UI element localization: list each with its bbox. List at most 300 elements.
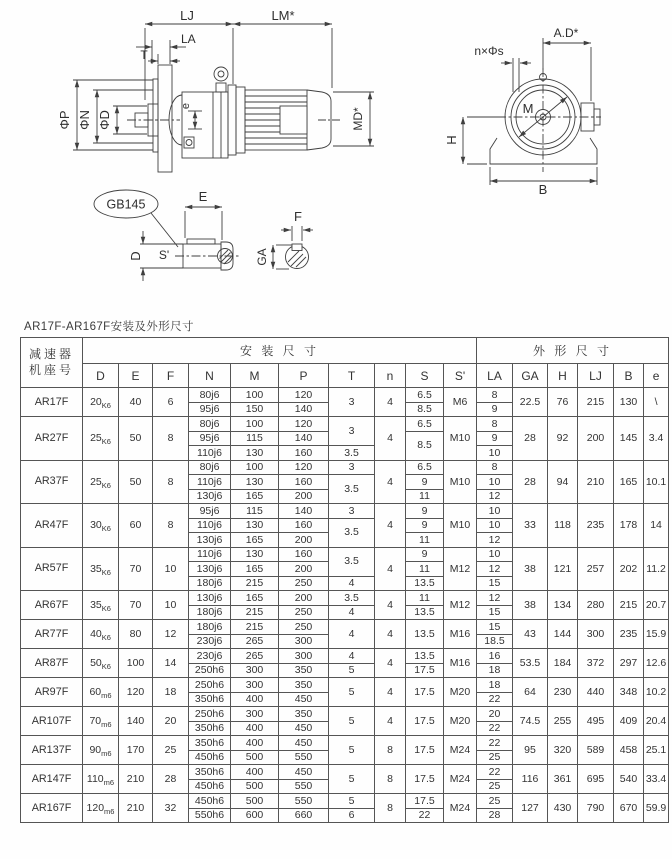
col-header-15: e — [644, 364, 669, 388]
column-header-row — [21, 364, 669, 388]
cell-m: 115 — [231, 504, 279, 519]
cell-n-fit: 250h6 — [189, 707, 231, 722]
cell-n-fit: 450h6 — [189, 794, 231, 809]
col-header-2: F — [153, 364, 189, 388]
cell-d: $120_{m6}$ — [83, 794, 119, 823]
cell-t: 5 — [329, 707, 375, 736]
cell-t: 3 — [329, 417, 375, 446]
cell-h: 255 — [548, 707, 578, 736]
cell-la: 10 — [477, 504, 513, 519]
cell-n-fit: 180j6 — [189, 620, 231, 635]
cell-e: 170 — [119, 736, 153, 765]
cell-d: $110_{m6}$ — [83, 765, 119, 794]
cell-n: 4 — [375, 649, 406, 678]
group-header-row — [21, 338, 669, 364]
cell-f: 25 — [153, 736, 189, 765]
dim-label-f: F — [294, 209, 302, 224]
col-header-1: E — [119, 364, 153, 388]
cell-n-fit: 130j6 — [189, 533, 231, 548]
cell-s: 11 — [406, 562, 444, 577]
cell-f: 14 — [153, 649, 189, 678]
cell-la: 12 — [477, 562, 513, 577]
cell-ga: 28 — [513, 460, 548, 504]
dim-label-e-offset: e — [180, 102, 192, 110]
cell-b: 670 — [614, 794, 644, 823]
cell-s-prime: M12 — [444, 547, 477, 591]
cell-model: AR147F — [21, 765, 83, 794]
cell-ga: 95 — [513, 736, 548, 765]
cell-m: 400 — [231, 765, 279, 780]
cell-f: 6 — [153, 388, 189, 417]
cell-t: 3.5 — [329, 446, 375, 461]
cell-model: AR57F — [21, 547, 83, 591]
cell-s-prime: M10 — [444, 417, 477, 461]
cell-h: 94 — [548, 460, 578, 504]
cell-p: 550 — [279, 750, 329, 765]
cell-t: 6 — [329, 808, 375, 823]
cell-e: 100 — [119, 649, 153, 678]
table-row — [21, 794, 669, 809]
cell-h: 76 — [548, 388, 578, 417]
technical-drawings — [0, 0, 672, 315]
cell-b: 215 — [614, 591, 644, 620]
cell-n: 4 — [375, 678, 406, 707]
col-header-3: N — [189, 364, 231, 388]
cell-m: 500 — [231, 779, 279, 794]
cell-p: 250 — [279, 576, 329, 591]
cell-ga: 116 — [513, 765, 548, 794]
cell-s: 13.5 — [406, 649, 444, 664]
cell-la: 16 — [477, 649, 513, 664]
cell-m: 265 — [231, 634, 279, 649]
cell-model: AR37F — [21, 460, 83, 504]
cell-s-prime: M24 — [444, 736, 477, 765]
cell-d: $20_{K6}$ — [83, 388, 119, 417]
cell-n: 4 — [375, 504, 406, 548]
cell-m: 130 — [231, 475, 279, 490]
cell-la: 12 — [477, 489, 513, 504]
cell-lj: 235 — [578, 504, 614, 548]
cell-p: 660 — [279, 808, 329, 823]
cell-h: 320 — [548, 736, 578, 765]
cell-e: 50 — [119, 417, 153, 461]
group-header-outline: 外 形 尺 寸 — [477, 338, 669, 364]
cell-n: 4 — [375, 707, 406, 736]
cell-m: 400 — [231, 721, 279, 736]
cell-f: 8 — [153, 417, 189, 461]
cell-n-fit: 130j6 — [189, 489, 231, 504]
cell-n: 4 — [375, 460, 406, 504]
cell-la: 18.5 — [477, 634, 513, 649]
cell-e-outline: 25.1 — [644, 736, 669, 765]
cell-s: 17.5 — [406, 794, 444, 809]
col-header-13: LJ — [578, 364, 614, 388]
cell-p: 450 — [279, 765, 329, 780]
dim-label-t: T — [140, 48, 148, 62]
cell-m: 215 — [231, 605, 279, 620]
cell-la: 22 — [477, 721, 513, 736]
cell-p: 160 — [279, 518, 329, 533]
cell-t: 3 — [329, 460, 375, 475]
cell-p: 160 — [279, 475, 329, 490]
cell-d: $40_{K6}$ — [83, 620, 119, 649]
cell-s: 22 — [406, 808, 444, 823]
cell-n-fit: 350h6 — [189, 721, 231, 736]
cell-b: 297 — [614, 649, 644, 678]
cell-la: 9 — [477, 431, 513, 446]
cell-p: 550 — [279, 794, 329, 809]
cell-la: 25 — [477, 794, 513, 809]
cell-lj: 440 — [578, 678, 614, 707]
cell-p: 250 — [279, 620, 329, 635]
cell-e-outline: 10.2 — [644, 678, 669, 707]
cell-lj: 257 — [578, 547, 614, 591]
cell-n-fit: 95j6 — [189, 504, 231, 519]
cell-ga: 38 — [513, 547, 548, 591]
cell-m: 130 — [231, 547, 279, 562]
cell-e-outline: 59.9 — [644, 794, 669, 823]
cell-e-outline: 10.1 — [644, 460, 669, 504]
cell-la: 28 — [477, 808, 513, 823]
cell-t: 4 — [329, 620, 375, 649]
cell-lj: 695 — [578, 765, 614, 794]
cell-f: 28 — [153, 765, 189, 794]
cell-m: 100 — [231, 460, 279, 475]
dim-label-ad: A.D* — [553, 26, 579, 40]
cell-m: 500 — [231, 794, 279, 809]
cell-s-prime: M16 — [444, 649, 477, 678]
cell-d: $90_{m6}$ — [83, 736, 119, 765]
cell-la: 10 — [477, 446, 513, 461]
cell-ga: 127 — [513, 794, 548, 823]
cell-lj: 790 — [578, 794, 614, 823]
cell-p: 140 — [279, 431, 329, 446]
cell-s: 8.5 — [406, 431, 444, 460]
table-row — [21, 620, 669, 635]
dim-label-phi-p: ΦP — [57, 110, 72, 130]
table-row — [21, 736, 669, 751]
cell-n: 8 — [375, 794, 406, 823]
cell-d: $30_{K6}$ — [83, 504, 119, 548]
cell-d: $50_{K6}$ — [83, 649, 119, 678]
cell-m: 100 — [231, 388, 279, 403]
cell-n: 8 — [375, 765, 406, 794]
cell-m: 130 — [231, 446, 279, 461]
cell-e: 50 — [119, 460, 153, 504]
cell-b: 130 — [614, 388, 644, 417]
cell-n: 4 — [375, 591, 406, 620]
cell-h: 430 — [548, 794, 578, 823]
cell-n-fit: 80j6 — [189, 460, 231, 475]
cell-model: AR77F — [21, 620, 83, 649]
cell-p: 350 — [279, 678, 329, 693]
cell-t: 4 — [329, 649, 375, 664]
cell-la: 9 — [477, 402, 513, 417]
cell-s: 9 — [406, 504, 444, 519]
cell-e-outline: 11.2 — [644, 547, 669, 591]
cell-model: AR137F — [21, 736, 83, 765]
table-row — [21, 388, 669, 403]
cell-n-fit: 350h6 — [189, 736, 231, 751]
table-body — [21, 388, 669, 823]
cell-s-prime: M20 — [444, 707, 477, 736]
cell-e: 120 — [119, 678, 153, 707]
cell-ga: 43 — [513, 620, 548, 649]
corner-line2: 机座号 — [28, 362, 74, 377]
cell-h: 361 — [548, 765, 578, 794]
cell-m: 500 — [231, 750, 279, 765]
table-row — [21, 649, 669, 664]
col-header-14: B — [614, 364, 644, 388]
cell-model: AR97F — [21, 678, 83, 707]
cell-ga: 64 — [513, 678, 548, 707]
cell-e-outline: 12.6 — [644, 649, 669, 678]
cell-e: 140 — [119, 707, 153, 736]
cell-m: 300 — [231, 678, 279, 693]
col-header-5: P — [279, 364, 329, 388]
cell-e-outline: \ — [644, 388, 669, 417]
cell-t: 3 — [329, 388, 375, 417]
base-outline — [490, 138, 597, 164]
cell-m: 300 — [231, 707, 279, 722]
cell-n-fit: 95j6 — [189, 431, 231, 446]
cell-d: $25_{K6}$ — [83, 417, 119, 461]
col-header-10: LA — [477, 364, 513, 388]
cell-la: 15 — [477, 576, 513, 591]
table-row — [21, 460, 669, 475]
table-row — [21, 591, 669, 606]
cell-p: 120 — [279, 417, 329, 432]
col-header-12: H — [548, 364, 578, 388]
cell-la: 10 — [477, 547, 513, 562]
cell-m: 400 — [231, 736, 279, 751]
dim-label-shaft-d: D — [128, 251, 143, 261]
cell-p: 120 — [279, 460, 329, 475]
cell-n-fit: 80j6 — [189, 388, 231, 403]
cell-s-prime: M16 — [444, 620, 477, 649]
cell-s-prime: M10 — [444, 504, 477, 548]
gb145-callout-label: GB145 — [106, 197, 146, 212]
cell-p: 550 — [279, 779, 329, 794]
cell-f: 10 — [153, 547, 189, 591]
cell-t: 5 — [329, 736, 375, 765]
cell-la: 10 — [477, 518, 513, 533]
cell-s: 6.5 — [406, 388, 444, 403]
col-header-9: S' — [444, 364, 477, 388]
dim-label-lj: LJ — [180, 8, 194, 23]
group-header-install: 安 装 尺 寸 — [83, 338, 477, 364]
cell-s: 17.5 — [406, 678, 444, 707]
cell-f: 18 — [153, 678, 189, 707]
cell-s: 17.5 — [406, 736, 444, 765]
corner-header — [21, 338, 83, 388]
col-header-6: T — [329, 364, 375, 388]
cell-s: 17.5 — [406, 663, 444, 678]
cell-m: 150 — [231, 402, 279, 417]
cell-m: 100 — [231, 417, 279, 432]
cell-lj: 200 — [578, 417, 614, 461]
cell-s: 9 — [406, 518, 444, 533]
cell-p: 350 — [279, 707, 329, 722]
cell-model: AR107F — [21, 707, 83, 736]
dim-label-la: LA — [181, 32, 196, 46]
cell-n-fit: 350h6 — [189, 765, 231, 780]
dim-label-n-phi-s: n×Φs — [474, 44, 504, 58]
cell-s: 9 — [406, 475, 444, 490]
cell-t: 5 — [329, 678, 375, 707]
cell-model: AR17F — [21, 388, 83, 417]
col-header-7: n — [375, 364, 406, 388]
cell-s: 8.5 — [406, 402, 444, 417]
cell-lj: 280 — [578, 591, 614, 620]
cell-f: 10 — [153, 591, 189, 620]
table-row — [21, 765, 669, 780]
cell-h: 230 — [548, 678, 578, 707]
cell-n: 4 — [375, 417, 406, 461]
cell-b: 458 — [614, 736, 644, 765]
cell-s: 11 — [406, 591, 444, 606]
cell-la: 8 — [477, 388, 513, 403]
cell-t: 3.5 — [329, 475, 375, 504]
cell-e: 60 — [119, 504, 153, 548]
cell-e: 210 — [119, 765, 153, 794]
dimensions-table — [20, 337, 669, 823]
cell-n-fit: 130j6 — [189, 562, 231, 577]
cell-f: 32 — [153, 794, 189, 823]
cell-s-prime: M10 — [444, 460, 477, 504]
cell-p: 140 — [279, 504, 329, 519]
cell-n-fit: 250h6 — [189, 663, 231, 678]
cell-la: 20 — [477, 707, 513, 722]
cell-t: 5 — [329, 794, 375, 809]
cell-s: 17.5 — [406, 765, 444, 794]
cell-t: 4 — [329, 576, 375, 591]
cell-h: 118 — [548, 504, 578, 548]
cell-s: 17.5 — [406, 707, 444, 736]
dim-label-m: M — [522, 101, 534, 116]
cell-e: 40 — [119, 388, 153, 417]
cell-t: 3 — [329, 504, 375, 519]
side-view-drawing — [73, 24, 374, 172]
cell-la: 15 — [477, 605, 513, 620]
cell-la: 22 — [477, 765, 513, 780]
cell-s: 11 — [406, 489, 444, 504]
cell-s: 9 — [406, 547, 444, 562]
cell-n-fit: 110j6 — [189, 446, 231, 461]
dim-label-h: H — [444, 135, 459, 145]
cell-la: 12 — [477, 533, 513, 548]
cell-p: 160 — [279, 446, 329, 461]
cell-n: 4 — [375, 388, 406, 417]
cell-s-prime: M20 — [444, 678, 477, 707]
cell-d: $35_{K6}$ — [83, 547, 119, 591]
cell-s: 13.5 — [406, 620, 444, 649]
page-title: AR17F-AR167F安装及外形尺寸 — [24, 321, 194, 333]
cell-p: 450 — [279, 692, 329, 707]
cell-la: 22 — [477, 736, 513, 751]
cell-m: 165 — [231, 591, 279, 606]
cell-model: AR47F — [21, 504, 83, 548]
table-row — [21, 417, 669, 432]
cell-n-fit: 95j6 — [189, 402, 231, 417]
cell-lj: 589 — [578, 736, 614, 765]
cell-p: 200 — [279, 591, 329, 606]
cell-la: 12 — [477, 591, 513, 606]
cell-s-prime: M12 — [444, 591, 477, 620]
cell-n-fit: 450h6 — [189, 779, 231, 794]
cell-e-outline: 15.9 — [644, 620, 669, 649]
cell-h: 134 — [548, 591, 578, 620]
dim-label-shaft-e: E — [198, 189, 208, 204]
cell-b: 165 — [614, 460, 644, 504]
cell-la: 25 — [477, 750, 513, 765]
cell-n-fit: 110j6 — [189, 518, 231, 533]
cell-m: 215 — [231, 620, 279, 635]
cell-n-fit: 230j6 — [189, 649, 231, 664]
cell-s: 11 — [406, 533, 444, 548]
dim-label-lm: LM* — [271, 8, 295, 23]
cell-n-fit: 350h6 — [189, 692, 231, 707]
cell-h: 144 — [548, 620, 578, 649]
cell-h: 92 — [548, 417, 578, 461]
cell-b: 348 — [614, 678, 644, 707]
cell-n-fit: 180j6 — [189, 576, 231, 591]
corner-line1: 减速器 — [28, 346, 74, 361]
cell-la: 8 — [477, 417, 513, 432]
cell-m: 215 — [231, 576, 279, 591]
cell-lj: 300 — [578, 620, 614, 649]
dim-label-phi-n: ΦN — [77, 110, 92, 130]
cell-lj: 210 — [578, 460, 614, 504]
cell-f: 12 — [153, 620, 189, 649]
cell-ga: 53.5 — [513, 649, 548, 678]
cell-lj: 372 — [578, 649, 614, 678]
cell-e-outline: 20.7 — [644, 591, 669, 620]
cell-t: 4 — [329, 605, 375, 620]
cell-s: 6.5 — [406, 417, 444, 432]
cell-ga: 38 — [513, 591, 548, 620]
cell-b: 145 — [614, 417, 644, 461]
cell-p: 200 — [279, 533, 329, 548]
cell-m: 165 — [231, 533, 279, 548]
col-header-4: M — [231, 364, 279, 388]
cell-b: 178 — [614, 504, 644, 548]
table-row — [21, 504, 669, 519]
col-header-8: S — [406, 364, 444, 388]
cell-la: 18 — [477, 678, 513, 693]
cell-m: 300 — [231, 663, 279, 678]
cell-model: AR67F — [21, 591, 83, 620]
cell-ga: 28 — [513, 417, 548, 461]
cell-n-fit: 550h6 — [189, 808, 231, 823]
cell-d: $60_{m6}$ — [83, 678, 119, 707]
cell-p: 350 — [279, 663, 329, 678]
dim-label-ga: GA — [255, 248, 269, 266]
cell-n-fit: 250h6 — [189, 678, 231, 693]
cell-p: 120 — [279, 388, 329, 403]
col-header-0: D — [83, 364, 119, 388]
cell-la: 22 — [477, 692, 513, 707]
cell-la: 25 — [477, 779, 513, 794]
cell-t: 3.5 — [329, 591, 375, 606]
cell-t: 5 — [329, 765, 375, 794]
cell-n-fit: 180j6 — [189, 605, 231, 620]
cell-n-fit: 230j6 — [189, 634, 231, 649]
cell-la: 18 — [477, 663, 513, 678]
cell-n-fit: 80j6 — [189, 417, 231, 432]
cell-model: AR27F — [21, 417, 83, 461]
cell-n-fit: 450h6 — [189, 750, 231, 765]
